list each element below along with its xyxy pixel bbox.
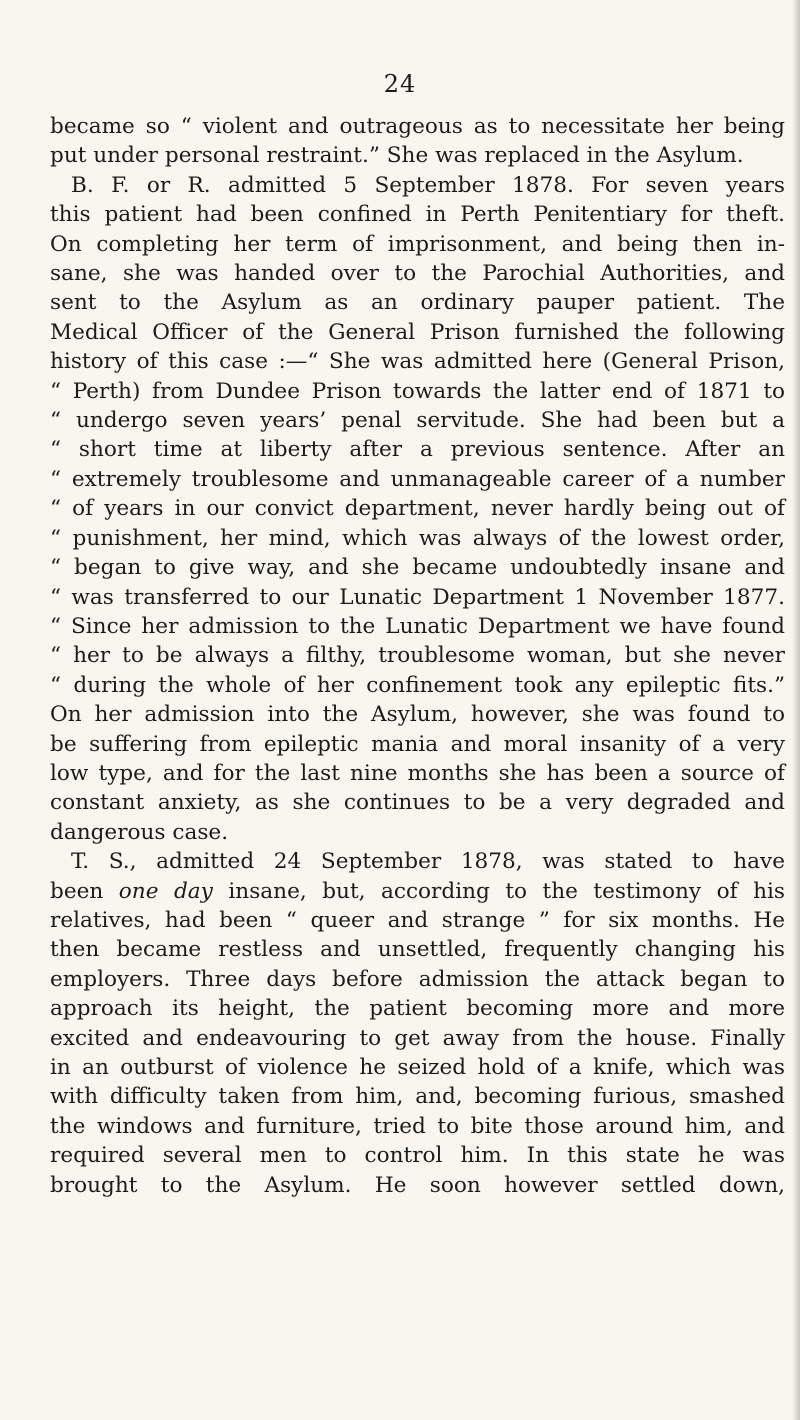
text-line [50, 818, 785, 847]
text-line [50, 435, 785, 464]
text-line [50, 612, 785, 641]
text-line-segment: “ extremely troublesome and unmanageable career of a number [50, 466, 785, 492]
text-line-segment: then became restless and unsettled, frequently changing his [50, 937, 785, 963]
text-line [50, 171, 785, 200]
text-line [50, 877, 785, 906]
text-line-segment: “ Perth) from Dundee Prison towards the latter end of 1871 to [50, 378, 785, 404]
text-line-segment: this patient had been confined in Perth Penitentiary for theft. [50, 202, 785, 228]
text-line-segment: in an outburst of violence he seized hold of a knife, which was [50, 1055, 785, 1080]
text-line [50, 847, 785, 876]
text-line [50, 112, 785, 141]
text-line-segment: “ began to give way, and she became undoubtedly insane and [50, 555, 785, 581]
text-line [50, 935, 785, 964]
text-line [50, 759, 785, 788]
text-line-segment: sent to the Asylum as an ordinary pauper patient. The [50, 290, 785, 316]
text-line [50, 230, 785, 259]
text-line [50, 406, 785, 435]
text-line-segment: approach its height, the patient becoming more and more [50, 996, 785, 1022]
text-line-segment: be suffering from epileptic mania and moral insanity of a very [50, 731, 785, 757]
text-line [50, 200, 785, 229]
text-line-segment: dangerous case. [50, 819, 229, 845]
text-line-segment: “ was transferred to our Lunatic Department 1 November 1877. [50, 584, 785, 610]
text-line [50, 906, 785, 935]
text-line [50, 494, 785, 523]
text-line-segment: “ Since her admission to the Lunatic Department we have found [50, 613, 785, 639]
text-line-segment: T. S., admitted 24 September 1878, was stated to have [71, 849, 785, 875]
page-number: 24 [383, 70, 417, 98]
text-line-segment: “ of years in our convict department, never hardly being out of [50, 496, 785, 522]
text-line-segment: the windows and furniture, tried to bite those around him, and [50, 1113, 785, 1139]
text-line-segment: insane, but, according to the testimony of his [212, 878, 785, 904]
text-line-segment: Medical Officer of the General Prison furnished the following [50, 319, 785, 345]
text-line-segment: “ during the whole of her confinement took any epileptic fits.” [50, 672, 785, 698]
text-line [50, 288, 785, 317]
text-line [50, 1024, 785, 1053]
text-line-segment: sane, she was handed over to the Parochial Authorities, and [50, 261, 785, 287]
text-line-segment: “ short time at liberty after a previous sentence. After an [50, 437, 785, 463]
body-text [50, 112, 785, 1200]
text-line [50, 965, 785, 994]
text-line [50, 1082, 785, 1111]
italic-phrase: one day [118, 878, 213, 904]
text-line [50, 259, 785, 288]
text-line-segment: “ punishment, her mind, which was always of the lowest order, [50, 525, 785, 551]
text-line-segment: relatives, had been “ queer and strange ” for six months. He [50, 907, 785, 933]
text-line [50, 671, 785, 700]
text-line [50, 730, 785, 759]
text-line-segment: constant anxiety, as she continues to be a very degraded and [50, 790, 785, 816]
text-line [50, 347, 785, 376]
text-line [50, 1171, 785, 1200]
text-line-segment: “ her to be always a filthy, troublesome woman, but she never [50, 643, 785, 669]
text-line [50, 994, 785, 1023]
text-line-segment: brought to the Asylum. He soon however settled down, [50, 1172, 785, 1198]
page-edge-shadow [792, 0, 800, 1420]
text-line [50, 1141, 785, 1170]
text-line-segment: put under personal restraint.” She was replaced in the Asylum. [50, 143, 744, 169]
text-line-segment: low type, and for the last nine months she has been a source of [50, 760, 785, 786]
text-line [50, 465, 785, 494]
text-line-segment: required several men to control him. In this state he was [50, 1143, 785, 1169]
text-line [50, 641, 785, 670]
text-line-segment: On completing her term of imprisonment, and being then in- [50, 231, 785, 257]
text-line [50, 524, 785, 553]
text-line [50, 318, 785, 347]
text-line-segment: been [50, 878, 119, 904]
text-line [50, 1112, 785, 1141]
text-line [50, 788, 785, 817]
text-line [50, 1053, 785, 1082]
text-line-segment: B. F. or R. admitted 5 September 1878. For seven years [71, 172, 785, 198]
text-line-segment: employers. Three days before admission the attack began to [50, 966, 785, 992]
text-line-segment: history of this case :—“ She was admitted here (General Prison, [50, 349, 785, 375]
text-line-segment: became so “ violent and outrageous as to necessitate her being [50, 114, 785, 139]
text-line [50, 583, 785, 612]
text-line [50, 700, 785, 729]
text-line [50, 141, 785, 170]
text-line [50, 377, 785, 406]
text-line-segment: excited and endeavouring to get away from the house. Finally [50, 1025, 785, 1051]
text-line-segment: “ undergo seven years’ penal servitude. She had been but a [50, 408, 785, 434]
text-line [50, 553, 785, 582]
text-line-segment: On her admission into the Asylum, however, she was found to [50, 702, 785, 728]
text-line-segment: with difficulty taken from him, and, becoming furious, smashed [50, 1084, 785, 1110]
